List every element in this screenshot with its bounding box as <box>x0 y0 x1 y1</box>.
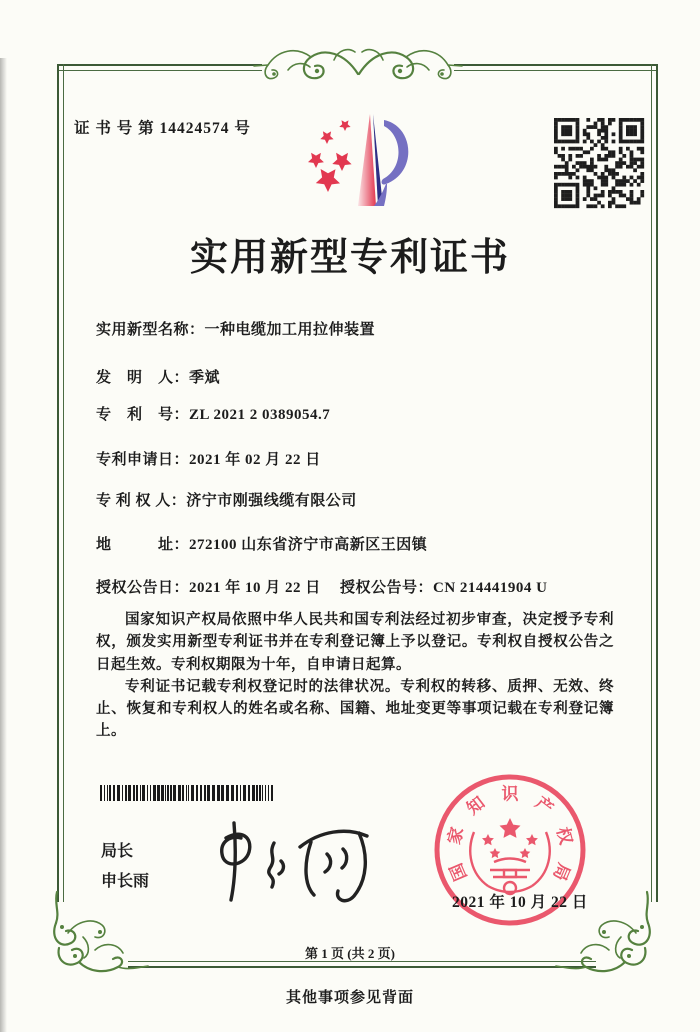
certificate-number: 证 书 号 第 14424574 号 <box>74 120 251 137</box>
svg-text:国: 国 <box>446 860 471 884</box>
svg-text:权: 权 <box>552 825 576 847</box>
field-value: ZL 2021 2 0389054.7 <box>189 407 331 423</box>
svg-text:家: 家 <box>444 825 468 847</box>
field-label: 专利申请日： <box>96 452 190 468</box>
svg-text:产: 产 <box>531 792 557 819</box>
barcode <box>100 785 274 801</box>
scan-edge-shadow <box>0 58 7 1032</box>
field-value: 一种电缆加工用拉伸装置 <box>204 322 376 338</box>
bottom-left-flourish-ornament <box>48 892 148 988</box>
patent-office-logo-icon <box>300 110 420 216</box>
field-value: 2021 年 10 月 22 日 <box>189 580 321 596</box>
director-title-label: 局长 <box>101 843 134 860</box>
field-value: 272100 山东省济宁市高新区王因镇 <box>189 537 428 553</box>
see-back-note: 其他事项参见背面 <box>285 990 414 1006</box>
frame-bottom-segment <box>128 961 596 968</box>
field-row-address <box>96 533 636 554</box>
legal-body-text <box>96 609 614 743</box>
qr-code <box>554 118 644 208</box>
field-value: 济宁市刚强线缆有限公司 <box>186 493 357 509</box>
field-label: 专 利 权 人： <box>96 493 187 509</box>
field-label: 授权公告日： <box>96 580 190 596</box>
field-row-patent-number <box>96 403 636 424</box>
grant-number-group <box>340 576 548 597</box>
top-center-flourish-ornament <box>254 40 462 94</box>
field-row-patentee <box>96 489 636 510</box>
field-row-utility-model-name <box>96 318 636 339</box>
legal-paragraph-register: 专利证书记载专利权登记时的法律状况。专利权的转移、质押、无效、终止、恢复和专利权人的姓名或名称、国籍、地址变更等事项记载在专利登记簿上。 <box>96 678 614 740</box>
field-row-grant <box>96 576 636 597</box>
director-handwritten-signature <box>196 816 391 908</box>
certificate-title: 实用新型专利证书 <box>189 237 510 279</box>
legal-paragraph-grant: 国家知识产权局依照中华人民共和国专利法经过初步审查，决定授予专利权，颁发实用新型专利证书并在专利登记簿上予以登记。专利权自授权公告之日起生效。专利权期限为十年，自申请日起算。 <box>96 612 614 673</box>
seal-date: 2021 年 10 月 22 日 <box>452 894 588 911</box>
field-row-inventor <box>96 366 636 387</box>
frame-left-segment <box>57 64 64 902</box>
field-label: 地 址： <box>96 537 190 553</box>
national-emblem-icon <box>470 832 549 894</box>
frame-right-segment <box>651 64 658 902</box>
field-label: 授权公告号： <box>340 580 434 596</box>
page-number-info: 第 1 页 (共 2 页) <box>305 946 395 961</box>
field-label: 发 明 人： <box>96 370 190 386</box>
director-name-label: 申长雨 <box>101 873 150 890</box>
field-label: 实用新型名称： <box>96 322 205 338</box>
svg-text:局: 局 <box>549 860 574 884</box>
field-value: 2021 年 02 月 22 日 <box>189 452 321 468</box>
frame-top-left-segment <box>57 64 262 71</box>
svg-text:知: 知 <box>463 792 489 819</box>
field-value: 季斌 <box>189 370 221 386</box>
field-row-filing-date <box>96 448 636 469</box>
frame-top-right-segment <box>454 64 658 71</box>
field-label: 专 利 号： <box>96 407 190 423</box>
field-value: CN 214441904 U <box>433 580 548 596</box>
svg-text:识: 识 <box>501 784 519 804</box>
